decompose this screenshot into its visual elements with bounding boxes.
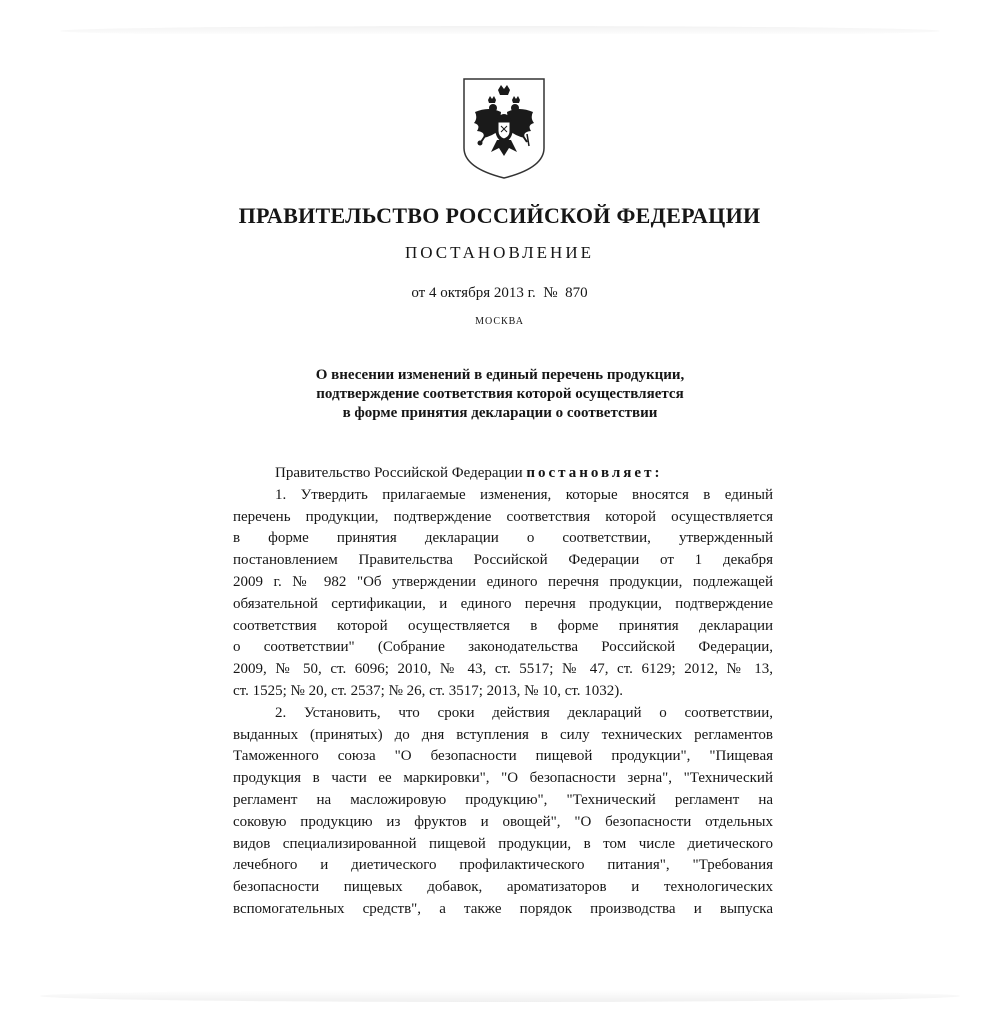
intro-prefix: Правительство Российской Федерации <box>275 465 527 481</box>
body-line: 2009 г. № 982 "Об утверждении единого перечня продукции, подлежащей <box>233 573 773 590</box>
document-body <box>233 463 773 921</box>
body-line: 2. Установить, что сроки действия деклараций о соответствии, <box>275 704 773 721</box>
body-line: обязательной сертификации, и единого перечня продукции, подтверждение <box>233 595 773 612</box>
subject-line: подтверждение соответствия которой осуществляется <box>316 386 684 402</box>
body-line: продукция в части ее маркировки", "О безопасности зерна", "Технический <box>233 770 773 787</box>
body-line: 2009, № 50, ст. 6096; 2010, № 43, ст. 5517; № 47, ст. 6129; 2012, № 13, <box>233 661 773 678</box>
russian-coat-of-arms-icon <box>461 76 547 180</box>
body-line: Таможенного союза "О безопасности пищевой продукции", "Пищевая <box>233 748 773 765</box>
page-edge-shadow-bottom <box>40 990 960 1002</box>
subject-line: в форме принятия декларации о соответствии <box>342 405 658 421</box>
document-date-number: от 4 октября 2013 г. № 870 <box>411 285 588 301</box>
body-line: выданных (принятых) до дня вступления в силу технических регламентов <box>233 726 773 743</box>
resolution-keyword: постановляет: <box>526 465 663 481</box>
body-line: перечень продукции, подтверждение соответствия которой осуществляется <box>233 508 773 525</box>
intro-line <box>233 463 773 485</box>
body-line: ст. 1525; № 20, ст. 2537; № 26, ст. 3517; 2013, № 10, ст. 1032). <box>233 682 624 699</box>
body-line: видов специализированной пищевой продукции, в том числе диетического <box>233 835 773 852</box>
body-line: лечебного и диетического профилактического питания", "Требования <box>233 857 773 874</box>
body-line: о соответствии" (Собрание законодательства Российской Федерации, <box>233 639 773 656</box>
body-line: соответствия которой осуществляется в форме принятия декларации <box>233 617 773 634</box>
document-subject <box>200 366 800 423</box>
body-line: регламент на масложировую продукцию", "Технический регламент на <box>233 791 773 808</box>
document-city: МОСКВА <box>475 316 524 327</box>
body-line: постановлением Правительства Российской Федерации от 1 декабря <box>233 552 773 569</box>
body-line: 1. Утвердить прилагаемые изменения, которые вносятся в единый <box>275 486 773 503</box>
body-line: в форме принятия декларации о соответствии, утвержденный <box>233 530 773 547</box>
subject-line: О внесении изменений в единый перечень продукции, <box>315 367 685 383</box>
body-line: безопасности пищевых добавок, ароматизаторов и технологических <box>233 879 773 896</box>
body-line: соковую продукцию из фруктов и овощей", "О безопасности отдельных <box>233 813 773 830</box>
body-line: вспомогательных средств", а также порядок производства и выпуска <box>233 900 773 917</box>
government-title: ПРАВИТЕЛЬСТВО РОССИЙСКОЙ ФЕДЕРАЦИИ <box>238 203 761 228</box>
document-type: ПОСТАНОВЛЕНИЕ <box>404 243 594 262</box>
